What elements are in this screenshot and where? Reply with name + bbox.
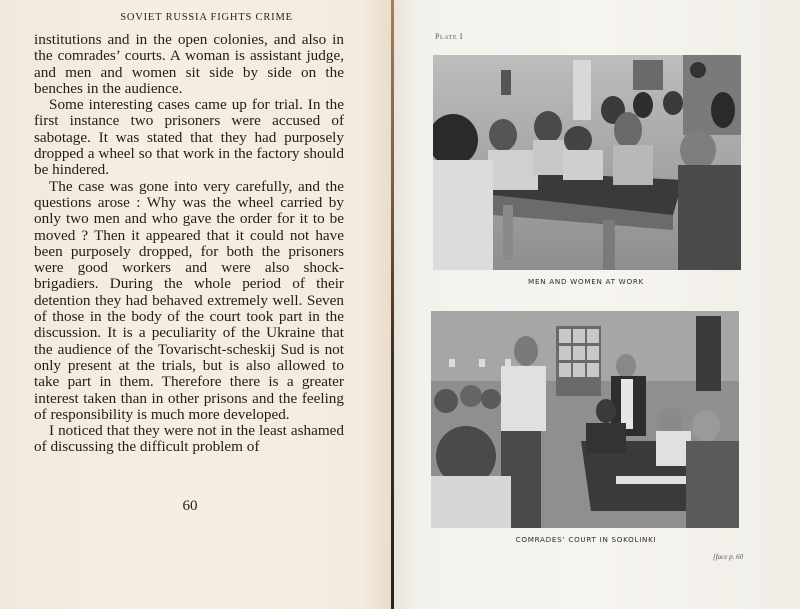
paragraph: Some interesting cases came up for trial. In the first instance two prisoners were accused of sabotage. It was stated that they had purposely dropped a wheel so that work in the factory should be hindered.	[34, 96, 344, 179]
paragraph: I noticed that they were not in the least ashamed of discussing the difficult problem of	[34, 422, 344, 456]
workshop-photo-image	[433, 55, 741, 270]
paragraph: The case was gone into very carefully, and the questions arose : Why was the wheel carried by only two men and who gave the order for it to be moved ? Then it appeared that it could not have been purposely dropped, for both the prisoners were good workers and were also shock-brigadiers. During the whole period of their detention they had behaved extremely well. Seven of those in the body of the court took part in the discussion. It is a peculiarity of the Ukraine that the audience of the Tovarischt-scheskij Sud is not only present at the trials, but is also allowed to take part in them. Therefore there is a greater interest taken than in other prisons and the feeling of responsibility is much more developed.	[34, 177, 344, 423]
photo-caption: COMRADES’ COURT IN SOKOLINKI	[515, 535, 657, 544]
court-photo-image	[431, 311, 739, 528]
page-number: 60	[182, 498, 198, 514]
photo-caption: MEN AND WOMEN AT WORK	[528, 277, 644, 286]
photo-court	[431, 311, 739, 528]
body-text	[34, 32, 344, 456]
left-page	[0, 0, 393, 609]
facing-page-reference: [face p. 60	[713, 553, 744, 561]
running-head: SOVIET RUSSIA FIGHTS CRIME	[120, 12, 293, 23]
photo-workshop	[433, 55, 741, 270]
book-gutter	[391, 0, 394, 609]
right-page	[393, 0, 800, 609]
plate-label: Plate I	[435, 32, 463, 41]
paragraph: institutions and in the open colonies, and also in the comrades’ courts. A woman is assistant judge, and men and women sit side by side on the benches in the audience.	[34, 31, 344, 97]
